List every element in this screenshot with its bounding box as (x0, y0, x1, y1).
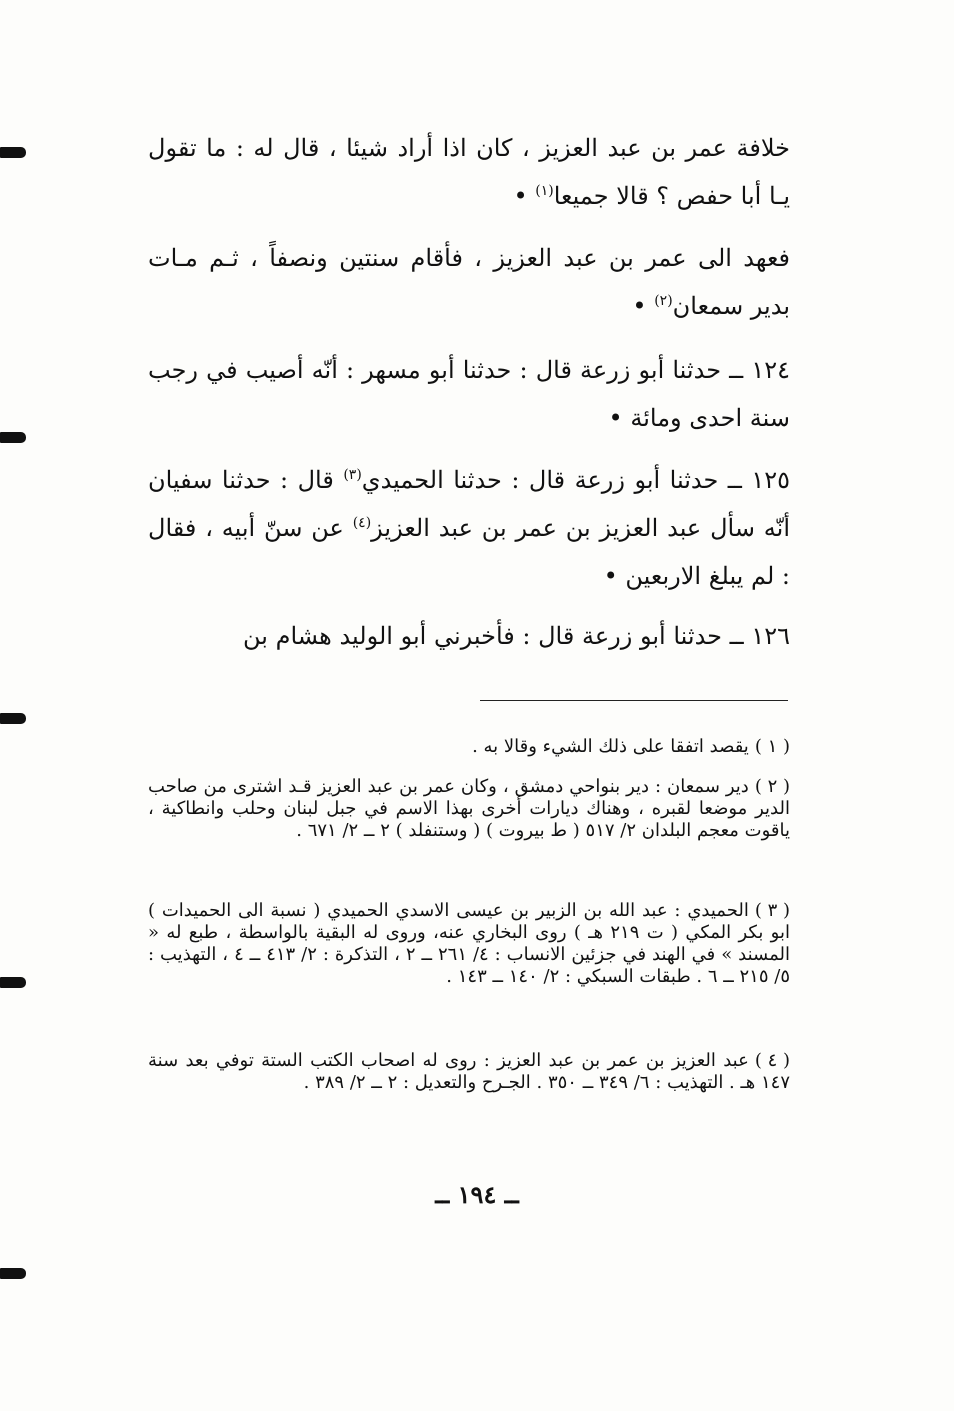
page-number: ــ ١٩٤ ــ (435, 1180, 519, 1209)
footnote-number: ( ١ ) (754, 736, 790, 757)
paragraph-125-text-c: عن سنّ أبيه ، فقال : لم يبلغ الاربعين • (148, 514, 790, 590)
footnote-separator (480, 700, 788, 701)
paragraph-2 (148, 234, 790, 330)
footnote-ref-2: (٢) (654, 293, 673, 309)
footnote-number: ( ٢ ) (754, 776, 790, 797)
paragraph-2-text: فعهد الى عمر بن عبد العزيز ، فأقام سنتين ونصفاً ، ثـم مـات بدير سمعان (148, 244, 790, 320)
footnote-text: عبد العزيز بن عمر بن عبد العزيز : روى له اصحاب الكتب الستة توفي بعد سنة ١٤٧ هـ . التهذيب : ٦/ ٣٤٩ ــ ٣٥٠ . الجـرح والتعديل : ٢ ــ ٢/ ٣٨٩ . (148, 1050, 790, 1093)
paragraph-1-text: خلافة عمر بن عبد العزيز ، كان اذا أراد شيئا ، قال له : ما تقول يـا أبا حفص ؟ قالا جميعا (148, 134, 790, 210)
scan-edge-mark (0, 713, 26, 724)
footnote-number: ( ٤ ) (754, 1050, 790, 1071)
footnote-ref-1: (١) (535, 183, 554, 199)
footnote-2 (148, 776, 790, 842)
scan-edge-mark (0, 432, 26, 443)
footnote-4 (148, 1050, 790, 1094)
end-dot: • (513, 182, 528, 210)
scan-edge-mark (0, 977, 26, 988)
paragraph-126-text: ١٢٦ ــ حدثنا أبو زرعة قال : فأخبرني أبو الوليد هشام بن (243, 622, 790, 650)
paragraph-125-text-a: ١٢٥ ــ حدثنا أبو زرعة قال : حدثنا الحميدي (361, 466, 791, 494)
footnote-number: ( ٣ ) (754, 900, 790, 921)
footnote-1 (148, 736, 790, 758)
paragraph-124-text: ١٢٤ ــ حدثنا أبو زرعة قال : حدثنا أبو مسهر : أنّه أصيب في رجب سنة احدى ومائة • (148, 356, 790, 432)
footnote-text: دير سمعان : دير بنواحي دمشق ، وكان عمر بن عبد العزيز قـد اشترى من صاحب الدير موضعا لقبره ، وهناك ديارات أخرى بهذا الاسم في جبل لبنان وحلب وانطاكية ، ياقوت معجم البلدان ٢/ ٥١٧ ( ط بيروت ) ( وستنفلد ) ٢ ــ ٢/ ٦٧١ . (148, 776, 790, 841)
paragraph-126 (148, 612, 790, 660)
footnote-3 (148, 900, 790, 988)
scan-edge-mark (0, 147, 26, 158)
paragraph-124 (148, 346, 790, 442)
footnote-ref-3: (٣) (343, 467, 362, 483)
paragraph-1 (148, 124, 790, 220)
paragraph-125-text-b: قال : حدثنا سفيان أنّه سأل عبد العزيز بن عمر بن عبد العزيز (148, 466, 790, 542)
footnote-text: يقصد اتفقا على ذلك الشيء وقالا به . (472, 736, 749, 757)
paragraph-125 (148, 456, 790, 600)
end-dot: • (632, 292, 647, 320)
footnote-ref-4: (٤) (352, 515, 372, 531)
scan-edge-mark (0, 1268, 26, 1279)
footnote-text: الحميدي : عبد الله بن الزبير بن عيسى الاسدي الحميدي ( نسبة الى الحميدات ) ابو بكر المكي ( ت ٢١٩ هـ ) روى البخاري عنه، وروى له البقية بالواسطة ، طبع له « المسند » في الهند في جزئين الانساب : ٤/ ٢٦١ ــ ٢ ، التذكرة : ٢/ ٤١٣ ــ ٤ ، التهذيب : ٥/ ٢١٥ ــ ٦ . طبقات السبكي : ٢/ ١٤٠ ــ ١٤٣ . (148, 900, 791, 987)
